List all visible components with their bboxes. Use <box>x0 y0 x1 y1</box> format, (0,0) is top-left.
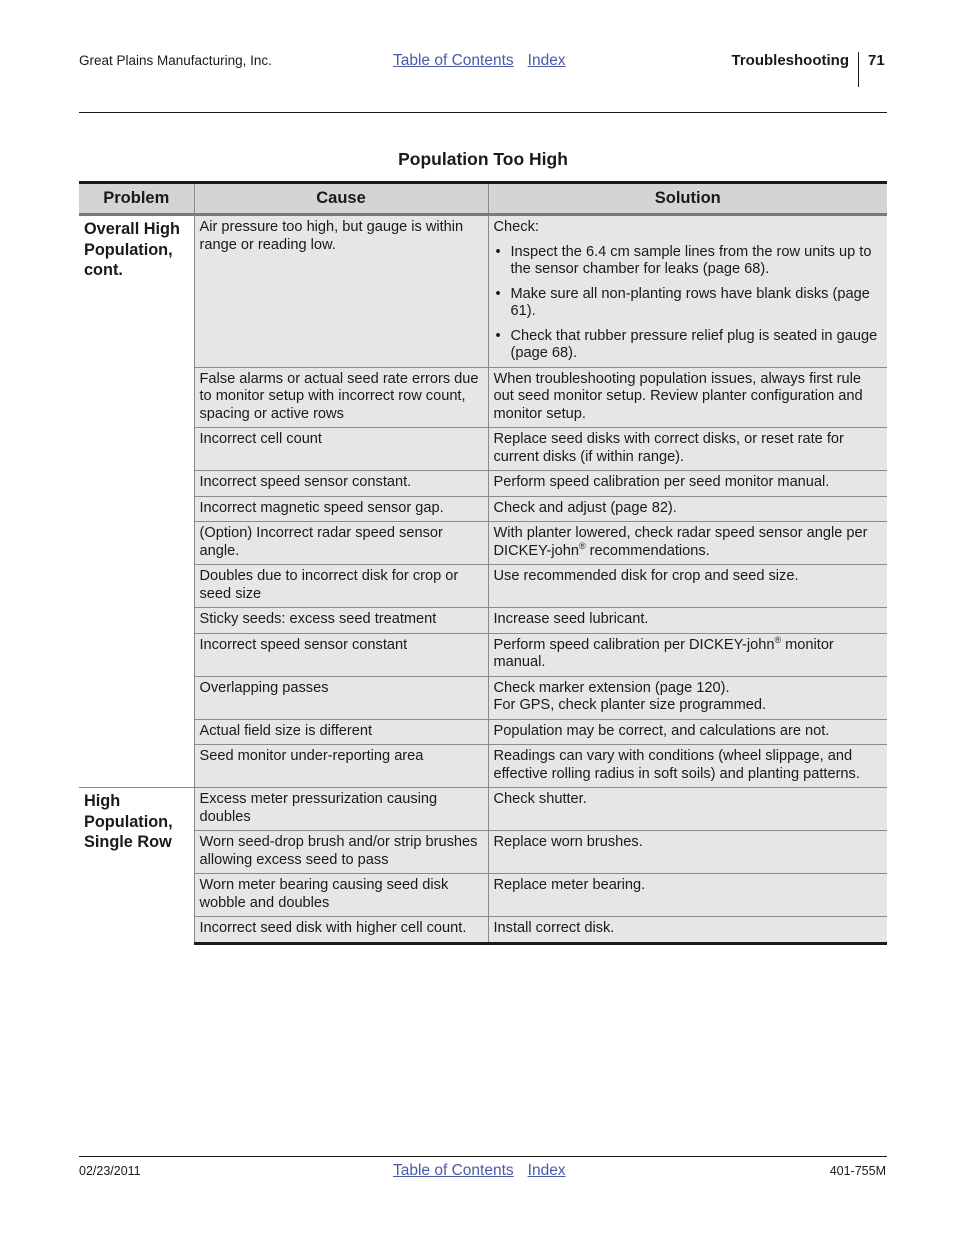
solution-text: recommendations. <box>585 542 710 559</box>
cause-cell: Incorrect speed sensor constant. <box>194 471 488 497</box>
registered-mark: ® <box>774 634 782 645</box>
solution-cell <box>488 215 887 368</box>
table-row <box>79 745 887 788</box>
table-row <box>79 215 887 368</box>
solution-cell: Use recommended disk for crop and seed size. <box>488 565 887 608</box>
solution-text: Check: <box>493 219 539 235</box>
footer-date: 02/23/2011 <box>79 1164 141 1178</box>
cause-cell: Sticky seeds: excess seed treatment <box>194 608 488 634</box>
solution-cell: Population may be correct, and calculations are not. <box>488 719 887 745</box>
page-number: 71 <box>868 52 885 69</box>
cause-cell: (Option) Incorrect radar speed sensor angle. <box>194 522 488 565</box>
solution-cell: Increase seed lubricant. <box>488 608 887 634</box>
table-row <box>79 565 887 608</box>
cause-cell: Air pressure too high, but gauge is within range or reading low. <box>194 215 488 368</box>
table-row <box>79 608 887 634</box>
header-nav <box>393 52 580 70</box>
header-divider <box>858 52 859 87</box>
table-row <box>79 496 887 522</box>
solution-cell <box>488 633 887 676</box>
cause-cell: Doubles due to incorrect disk for crop or seed size <box>194 565 488 608</box>
table-row <box>79 633 887 676</box>
table-row <box>79 719 887 745</box>
solution-cell: Check shutter. <box>488 788 887 831</box>
footer-doc-number: 401-755M <box>829 1164 886 1178</box>
problem-cell <box>79 788 194 944</box>
table-row <box>79 676 887 719</box>
solution-cell: Readings can vary with conditions (wheel slippage, and effective rolling radius in soft soils) and planting patterns. <box>488 745 887 788</box>
table-row <box>79 428 887 471</box>
cause-cell: Incorrect cell count <box>194 428 488 471</box>
table-title: Population Too High <box>398 149 568 169</box>
solution-cell: Replace meter bearing. <box>488 874 887 917</box>
solution-cell <box>488 522 887 565</box>
cause-cell: Actual field size is different <box>194 719 488 745</box>
solution-bullet: • Check that rubber pressure relief plug is seated in gauge (page 68). <box>494 328 883 363</box>
company-name: Great Plains Manufacturing, Inc. <box>79 53 272 68</box>
header-index-link[interactable]: Index <box>527 52 566 69</box>
footer-index-link[interactable]: Index <box>527 1162 566 1179</box>
problem-line: Single Row <box>84 833 172 851</box>
problem-cell <box>79 215 194 788</box>
column-header-problem: Problem <box>79 183 194 215</box>
solution-cell: Install correct disk. <box>488 917 887 944</box>
problem-line: Population, <box>84 812 173 831</box>
problem-line: cont. <box>84 261 123 279</box>
table-header-row <box>79 183 887 215</box>
solution-bullet: • Make sure all non-planting rows have blank disks (page 61). <box>494 286 883 321</box>
cause-cell: False alarms or actual seed rate errors due to monitor setup with incorrect row count, spacing or active rows <box>194 367 488 428</box>
table-row <box>79 788 887 831</box>
solution-bullet: • Inspect the 6.4 cm sample lines from the row units up to the sensor chamber for leaks (page 68). <box>494 244 883 279</box>
table-row <box>79 471 887 497</box>
header-rule <box>79 112 887 113</box>
solution-cell: Replace worn brushes. <box>488 831 887 874</box>
problem-line: High <box>84 792 121 810</box>
table-row <box>79 367 887 428</box>
column-header-solution: Solution <box>488 183 887 215</box>
table-row <box>79 917 887 944</box>
footer-rule <box>79 1156 887 1157</box>
solution-cell: Check and adjust (page 82). <box>488 496 887 522</box>
solution-text: Perform speed calibration per DICKEY-john <box>493 636 775 653</box>
table-row <box>79 874 887 917</box>
header-toc-link[interactable]: Table of Contents <box>393 52 514 69</box>
solution-cell <box>488 676 887 719</box>
solution-text: monitor manual. <box>493 636 834 670</box>
footer-nav <box>393 1162 580 1180</box>
cause-cell: Seed monitor under-reporting area <box>194 745 488 788</box>
problem-line: Population, <box>84 240 173 259</box>
problem-line: Overall High <box>84 220 180 238</box>
solution-cell: When troubleshooting population issues, always first rule out seed monitor setup. Review planter configuration and monitor setup. <box>488 367 887 428</box>
registered-mark: ® <box>578 540 586 551</box>
cause-cell: Incorrect seed disk with higher cell count. <box>194 917 488 944</box>
cause-cell: Excess meter pressurization causing doubles <box>194 788 488 831</box>
cause-cell: Worn seed-drop brush and/or strip brushes allowing excess seed to pass <box>194 831 488 874</box>
solution-text: With planter lowered, check radar speed sensor angle per DICKEY-john <box>493 525 868 559</box>
cause-cell: Worn meter bearing causing seed disk wobble and doubles <box>194 874 488 917</box>
cause-cell: Incorrect speed sensor constant <box>194 633 488 676</box>
cause-cell: Overlapping passes <box>194 676 488 719</box>
table-row <box>79 831 887 874</box>
solution-cell: Replace seed disks with correct disks, or reset rate for current disks (if within range). <box>488 428 887 471</box>
column-header-cause: Cause <box>194 183 488 215</box>
solution-bullet-list <box>494 244 883 363</box>
solution-text: Check marker extension (page 120). <box>493 679 730 696</box>
section-title: Troubleshooting <box>731 52 849 69</box>
troubleshooting-table <box>79 181 887 945</box>
footer-toc-link[interactable]: Table of Contents <box>393 1162 514 1179</box>
table-row <box>79 522 887 565</box>
cause-cell: Incorrect magnetic speed sensor gap. <box>194 496 488 522</box>
solution-cell: Perform speed calibration per seed monitor manual. <box>488 471 887 497</box>
solution-text: For GPS, check planter size programmed. <box>493 697 767 713</box>
